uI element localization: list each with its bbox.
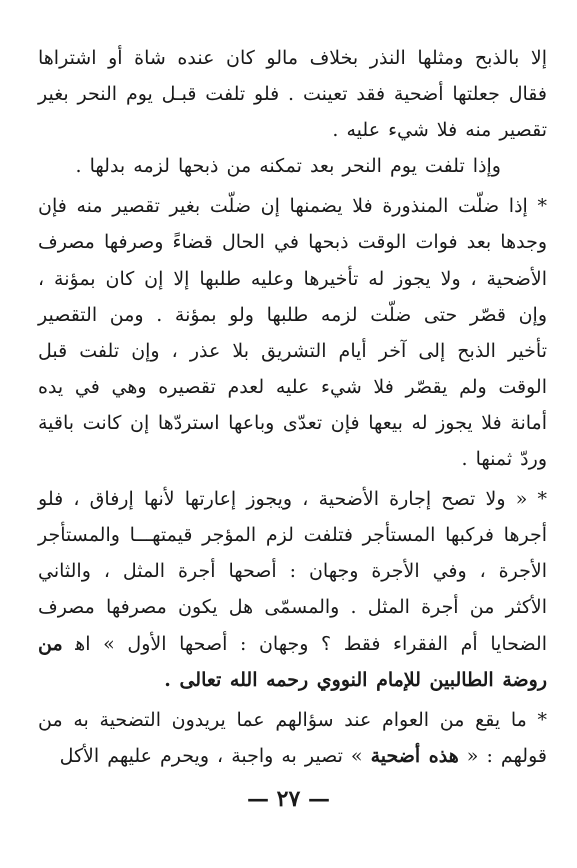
paragraph-3: * إذا ضلّت المنذورة فلا يضمنها إن ضلّت بغير تقصير منه فإن وجدها بعد فوات الوقت ذبحها في الحال قضاءً وصرفها مصرف الأضحية ، ولا يجوز له تأخيرها وعليه طلبها إلا إن كان بمؤنة ، وإن قصّر حتى ضلّت لزمه طلبها ولو بمؤنة . ومن التقصير تأخير الذبح إلى آخر أيام التشريق بلا عذر ، وإن تلفت قبل الوقت ولم يقصّر فلا شيء عليه لعدم تقصيره وهي في يده أمانة فلا يجوز له بيعها فإن تعدّى وباعها استردّها إن كانت باقية وردّ ثمنها . xyxy=(38,195,547,471)
paragraph-5-text-start: * ما يقع من العوام عند سؤالهم عما يريدون التضحية به من قولهم : « xyxy=(38,708,547,767)
paragraph-4-citation: من روضة الطالبين للإمام النووي رحمه الله تعالى . xyxy=(38,632,547,691)
paragraph-4-text: * « ولا تصح إجارة الأضحية ، ويجوز إعارتها لأنها إرفاق ، فلو أجرها فركبها المستأجر فتلفت لزم المؤجر قيمتهـــا والمستأجر الأجرة ، وفي الأجرة وجهان : أصحها أجرة المثل ، والثاني الأكثر من أجرة المثل . والمسمّى هل يكون مصرفها مصرف الضحايا أم الفقراء فقط ؟ وجهان : أصحها الأول » اﻫ xyxy=(38,488,547,655)
paragraph-4 xyxy=(38,481,547,698)
document-body xyxy=(38,40,547,774)
paragraph-2: وإذا تلفت يوم النحر بعد تمكنه من ذبحها لزمه بدلها . xyxy=(75,155,501,178)
page-number: — ٢٧ — xyxy=(247,786,330,812)
paragraph-5-text-end: » تصير به واجبة ، ويحرم عليهم الأكل xyxy=(59,744,363,767)
paragraph-1: إلا بالذبح ومثلها النذر بخلاف مالو كان عنده شاة أو اشتراها فقال جعلتها أضحية فقد تعينت . فلو تلفت قبـل يوم النحر بغير تقصير منه فلا شيء عليه . xyxy=(38,47,547,142)
paragraph-5 xyxy=(38,702,547,774)
paragraph-5-quoted-phrase: هذه أضحية xyxy=(370,744,459,767)
